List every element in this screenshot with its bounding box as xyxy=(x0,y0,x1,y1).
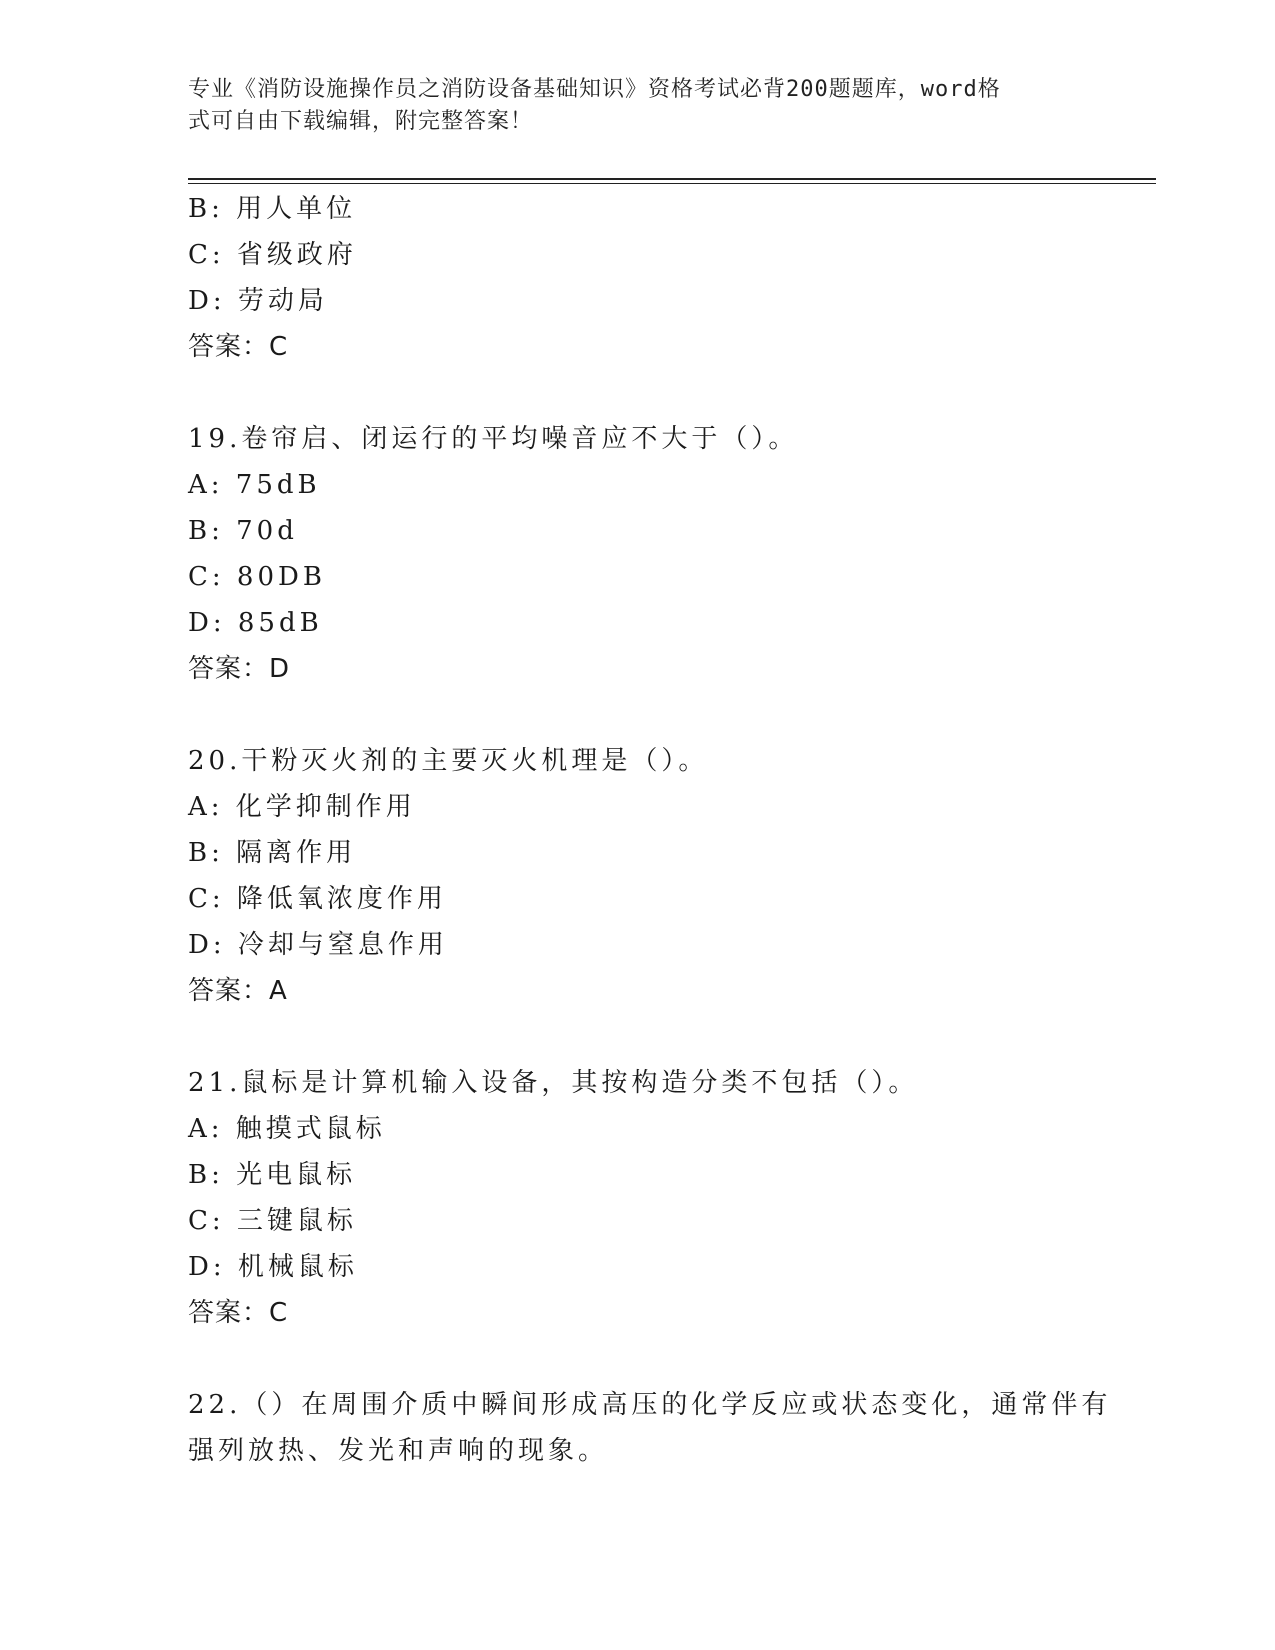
question-stem: 20.干粉灭火剂的主要灭火机理是（）。 xyxy=(188,746,709,776)
option-a: A: 75dB xyxy=(188,470,321,500)
option-c: C: 80DB xyxy=(188,562,326,592)
header-divider-thin xyxy=(188,183,1156,184)
header-line-1: 专业《消防设施操作员之消防设备基础知识》资格考试必背200题题库，word格 xyxy=(188,77,1001,102)
option-b: B: 70d xyxy=(188,516,298,546)
question-block-18 xyxy=(188,186,1128,370)
question-stem-line-2: 强列放热、发光和声响的现象。 xyxy=(188,1436,609,1466)
answer-line: 答案：D xyxy=(188,654,291,684)
page-header xyxy=(188,74,1068,138)
answer-line: 答案：C xyxy=(188,332,289,362)
option-c: C: 三键鼠标 xyxy=(188,1206,357,1236)
question-stem: 21.鼠标是计算机输入设备，其按构造分类不包括（）。 xyxy=(188,1068,919,1098)
question-stem-line-1: 22.（）在周围介质中瞬间形成高压的化学反应或状态变化，通常伴有 xyxy=(188,1390,1112,1420)
option-a: A: 触摸式鼠标 xyxy=(188,1114,386,1144)
question-block-19 xyxy=(188,416,1128,692)
header-line-2: 式可自由下载编辑，附完整答案！ xyxy=(188,109,534,134)
answer-line: 答案：A xyxy=(188,976,288,1006)
option-b: B: 隔离作用 xyxy=(188,838,357,868)
answer-line: 答案：C xyxy=(188,1298,289,1328)
question-list xyxy=(188,186,1128,1474)
question-block-20 xyxy=(188,738,1128,1014)
question-stem: 19.卷帘启、闭运行的平均噪音应不大于（）。 xyxy=(188,424,799,454)
option-d: D: 机械鼠标 xyxy=(188,1252,358,1282)
option-c: C: 省级政府 xyxy=(188,240,357,270)
option-c: C: 降低氧浓度作用 xyxy=(188,884,447,914)
header-divider-thick xyxy=(188,178,1156,180)
option-b: B: 用人单位 xyxy=(188,194,357,224)
option-d: D: 劳动局 xyxy=(188,286,328,316)
option-d: D: 冷却与窒息作用 xyxy=(188,930,448,960)
question-block-22 xyxy=(188,1382,1128,1474)
option-d: D: 85dB xyxy=(188,608,323,638)
option-a: A: 化学抑制作用 xyxy=(188,792,416,822)
option-b: B: 光电鼠标 xyxy=(188,1160,357,1190)
question-block-21 xyxy=(188,1060,1128,1336)
